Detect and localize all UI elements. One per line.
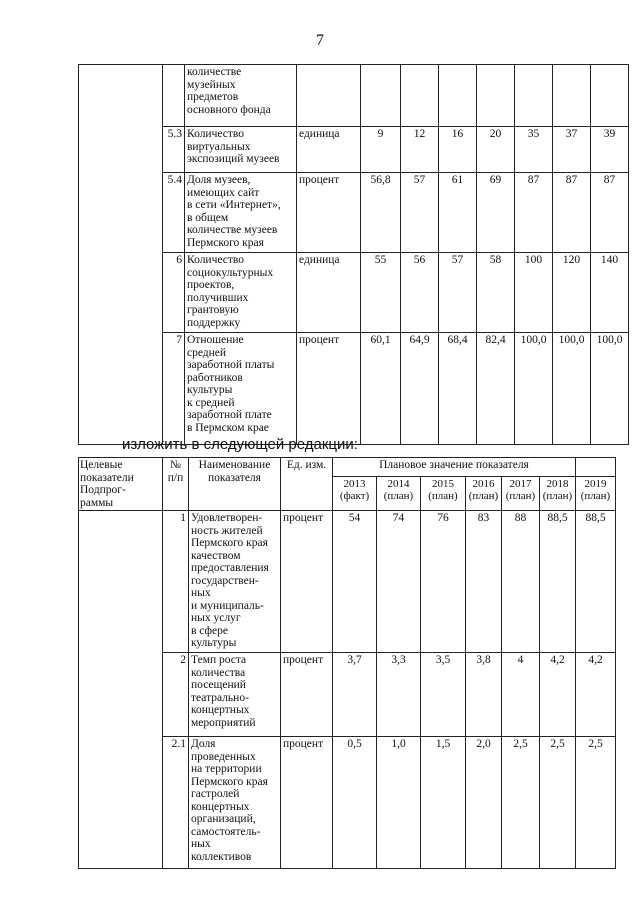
value-cell: 55 [361,253,401,333]
cell-line: проведенных [191,750,256,763]
cell-line: ность жителей [191,524,263,537]
row-number: 2 [163,653,189,737]
value-cell [401,65,439,127]
year-label: 2017 [509,478,532,491]
cell-line: имеющих сайт [187,186,260,199]
value-cell: 68,4 [439,333,477,445]
value-cell: 2,5 [502,737,540,869]
value-cell: 58 [477,253,515,333]
year-label: 2013 [343,478,366,491]
cell-line: концертных [191,704,250,716]
indicator-name [185,127,297,173]
value-cell: 1,5 [421,737,466,869]
cell-line: Пермского края [191,775,268,788]
value-cell [361,65,401,127]
cell-line: и муниципаль- [191,599,264,612]
indicator-name [185,333,297,445]
value-cell: 4,2 [540,653,576,737]
year-label: 2014 [387,478,410,491]
cell-line: гастролей [191,788,240,800]
year-kind: (план) [505,490,536,503]
year-label: 2016 [472,478,495,491]
cell-line: посещений [191,679,246,691]
value-cell: 87 [515,173,553,253]
cell-line: Целевые [80,459,123,471]
value-cell: 74 [377,511,421,653]
year-kind: (план) [428,490,458,503]
year-kind: (план) [468,490,499,503]
cell-line: в сфере [191,624,228,637]
cell-line: Темп роста [191,654,247,666]
indicator-name [185,253,297,333]
cell-line: качеством [191,549,241,562]
value-cell: 16 [439,127,477,173]
value-cell: 60,1 [361,333,401,445]
value-cell: 61 [439,173,477,253]
cell-line: № [170,459,181,471]
value-cell [591,65,629,127]
year-kind: (факт) [339,490,370,503]
cell-line: культуры [191,637,237,649]
cell-line: работников [187,371,243,384]
header-target-indicators [79,458,163,511]
cell-line: ных [191,838,211,850]
value-cell: 20 [477,127,515,173]
value-cell: 2,5 [576,737,616,869]
cell-line: Доля музеев, [187,174,251,186]
indicator-name [189,511,281,653]
value-cell [553,65,591,127]
year-kind: (план) [383,490,414,503]
cell-line: культуры [187,384,233,396]
cell-line: Наименование [198,459,271,471]
target-indicators-cell [79,511,163,869]
year-label: 2015 [432,478,454,491]
year-header [377,477,421,511]
unit-cell: процент [281,737,333,869]
value-cell: 56 [401,253,439,333]
value-cell: 39 [591,127,629,173]
value-cell: 69 [477,173,515,253]
year-header [466,477,502,511]
cell-line: Пермского края [191,537,268,549]
value-cell: 88 [502,511,540,653]
cell-line: предоставления [191,562,269,574]
header-number [163,458,189,511]
cell-line: самостоятель- [191,825,261,838]
value-cell: 12 [401,127,439,173]
value-cell: 3,8 [466,653,502,737]
value-cell: 3,5 [421,653,466,737]
year-kind: (план) [580,490,611,503]
year-header [502,477,540,511]
value-cell: 1,0 [377,737,421,869]
cell-line: к средней [187,396,235,409]
cell-line: заработной платы [187,359,275,371]
cell-line: Подпрог- [80,484,126,496]
value-cell: 9 [361,127,401,173]
cell-line: предметов [187,91,239,103]
cell-line: Отношение [187,334,244,346]
year-label: 2018 [546,478,569,491]
cell-line: музейных [187,78,236,91]
cell-line: концертных [191,800,250,813]
cell-line: в общем [187,211,229,224]
value-cell: 88,5 [576,511,616,653]
cell-line: показатели [80,471,134,484]
indicator-name [189,653,281,737]
value-cell: 100 [515,253,553,333]
unit-cell [297,65,361,127]
value-cell: 87 [591,173,629,253]
value-cell: 3,7 [333,653,377,737]
unit-cell: процент [297,173,361,253]
value-cell: 100,0 [591,333,629,445]
cell-line: основного фонда [187,103,271,116]
value-cell: 76 [421,511,466,653]
cell-line: ных [191,587,211,599]
value-cell: 120 [553,253,591,333]
value-cell: 56,8 [361,173,401,253]
value-cell: 57 [401,173,439,253]
row-number [163,65,185,127]
indicator-name [189,737,281,869]
row-number: 5.3 [163,127,185,173]
unit-cell: процент [281,511,333,653]
cell-line: грантовую [187,304,239,316]
cell-line: поддержку [187,316,241,329]
value-cell: 35 [515,127,553,173]
value-cell: 100,0 [553,333,591,445]
cell-line: коллективов [191,850,252,863]
cell-line: раммы [80,496,114,509]
unit-cell: процент [297,333,361,445]
row-number: 5.4 [163,173,185,253]
row-number: 1 [163,511,189,653]
cell-line: количества [191,666,246,679]
value-cell: 3,3 [377,653,421,737]
table-row [79,65,629,127]
year-header [576,477,616,511]
value-cell: 0,5 [333,737,377,869]
indicators-table-continued [78,64,629,445]
value-cell [439,65,477,127]
cell-line: проектов, [187,279,235,291]
cell-line: государствен- [191,574,259,587]
header-indicator-name [189,458,281,511]
cell-line: экспозиций музеев [187,153,280,165]
value-cell: 2,5 [540,737,576,869]
value-cell: 37 [553,127,591,173]
unit-cell: процент [281,653,333,737]
cell-line: ных услуг [191,612,241,624]
cell-line: заработной плате [187,409,272,421]
cell-line: п/п [167,471,184,484]
header-unit: Ед. изм. [281,458,333,511]
cell-line: виртуальных [187,140,251,153]
row-number: 7 [163,333,185,445]
year-header [540,477,576,511]
value-cell: 140 [591,253,629,333]
value-cell: 2,0 [466,737,502,869]
row-number: 6 [163,253,185,333]
cell-line: показателя [208,471,261,484]
target-indicators-cell [79,65,163,445]
value-cell: 64,9 [401,333,439,445]
table-row [79,511,616,653]
year-label: 2019 [584,478,607,491]
unit-cell: единица [297,127,361,173]
cell-line: Удовлетворен- [191,512,263,524]
year-header [421,477,466,511]
cell-line: Пермского края [187,236,264,249]
cell-line: Количество [187,128,244,140]
indicator-name [185,173,297,253]
cell-line: театрально- [191,691,249,704]
indicator-name [185,65,297,127]
value-cell: 57 [439,253,477,333]
year-header [333,477,377,511]
cell-line: получивших [187,291,249,304]
value-cell: 87 [553,173,591,253]
value-cell [477,65,515,127]
cell-line: количестве [187,66,242,78]
row-number: 2.1 [163,737,189,869]
edit-instruction: изложить в следующей редакции: [122,436,358,453]
cell-line: средней [187,346,227,359]
cell-line: в сети «Интернет», [187,199,281,211]
value-cell: 54 [333,511,377,653]
value-cell: 100,0 [515,333,553,445]
cell-line: организаций, [191,813,256,825]
value-cell: 4,2 [576,653,616,737]
value-cell: 4 [502,653,540,737]
page-number: 7 [316,32,324,49]
value-cell: 82,4 [477,333,515,445]
cell-line: социокультурных [187,266,274,279]
header-planned-values: Плановое значение показателя [333,458,576,477]
cell-line: на территории [191,763,262,775]
indicators-table-new [78,457,616,869]
cell-line: количестве музеев [187,224,278,236]
value-cell: 88,5 [540,511,576,653]
year-kind: (план) [542,490,573,503]
cell-line: в Пермском крае [187,421,269,434]
cell-line: мероприятий [191,716,256,729]
value-cell: 83 [466,511,502,653]
unit-cell: единица [297,253,361,333]
cell-line: Доля [191,738,216,750]
value-cell [515,65,553,127]
table-header-row [79,458,616,477]
cell-line: Количество [187,254,244,266]
